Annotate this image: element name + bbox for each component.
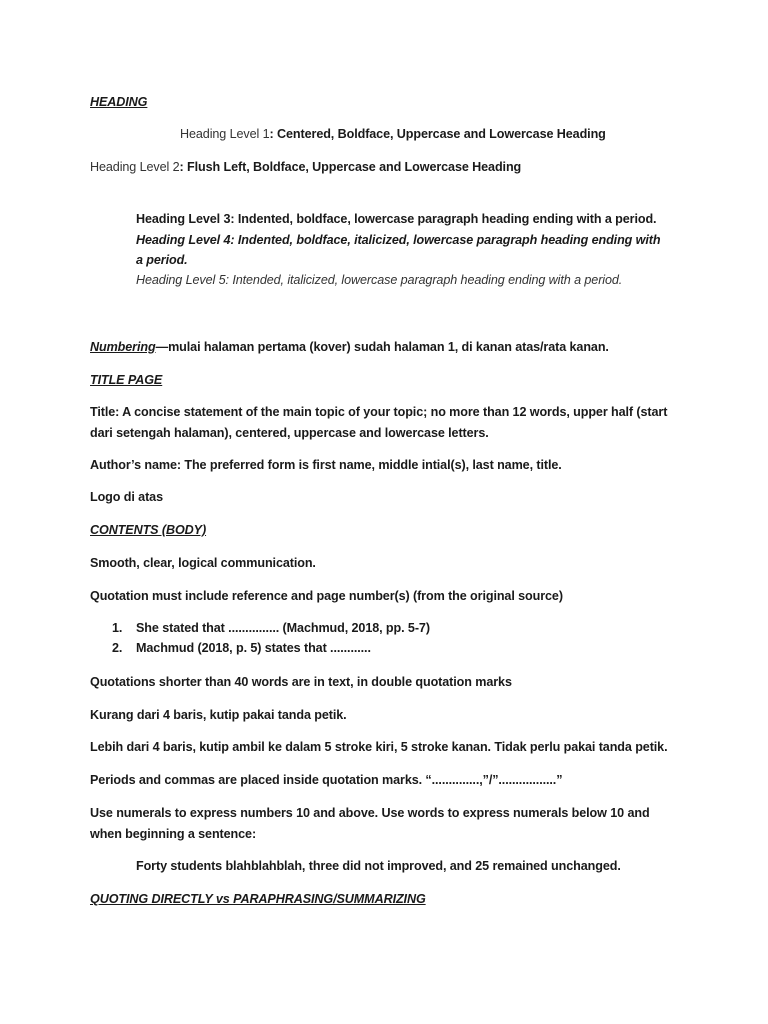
list-item-number: 1. — [112, 621, 123, 635]
logo-paragraph: Logo di atas — [90, 490, 163, 504]
numbering-label: Numbering — [90, 340, 156, 354]
contents-paragraph-2: Quotation must include reference and page number(s) (from the original source) — [90, 589, 563, 603]
heading-level-1-label: Heading Level 1 — [180, 127, 270, 141]
contents-heading: CONTENTS (BODY) — [90, 523, 207, 537]
list-item-text: Machmud (2018, p. 5) states that ............ — [136, 641, 371, 655]
heading-level-4: Heading Level 4: Indented, boldface, italicized, lowercase paragraph heading ending with a period. — [136, 233, 661, 267]
title-page-description: Title: A concise statement of the main topic of your topic; no more than 12 words, upper half (start dari setengah halaman), centered, uppercase and lowercase letters. — [90, 405, 668, 440]
title-page-heading: TITLE PAGE — [90, 373, 163, 387]
heading-level-2 — [90, 157, 521, 177]
numbering-text: —mulai halaman pertama (kover) sudah halaman 1, di kanan atas/rata kanan. — [155, 340, 609, 354]
contents-paragraph-4: Kurang dari 4 baris, kutip pakai tanda petik. — [90, 708, 347, 722]
contents-paragraph-7: Use numerals to express numbers 10 and above. Use words to express numerals below 10 and when beginning a sentence: — [90, 806, 650, 841]
heading-level-3: Heading Level 3: Indented, boldface, lowercase paragraph heading ending with a period. — [136, 212, 657, 226]
contents-paragraph-3: Quotations shorter than 40 words are in text, in double quotation marks — [90, 675, 512, 689]
heading-level-5: Heading Level 5: Intended, italicized, lowercase paragraph heading ending with a period. — [136, 273, 623, 287]
numbering-paragraph — [90, 337, 609, 357]
author-name-paragraph: Author’s name: The preferred form is first name, middle intial(s), last name, title. — [90, 458, 562, 472]
heading-level-1-text: : Centered, Boldface, Uppercase and Lowercase Heading — [269, 127, 606, 141]
quoting-heading: QUOTING DIRECTLY vs PARAPHRASING/SUMMARIZING — [90, 892, 426, 906]
heading-level-2-label: Heading Level 2 — [90, 160, 180, 174]
heading-level-2-text: : Flush Left, Boldface, Uppercase and Lowercase Heading — [179, 160, 522, 174]
list-item-text: She stated that ............... (Machmud, 2018, pp. 5-7) — [136, 621, 430, 635]
contents-paragraph-6: Periods and commas are placed inside quotation marks. “..............,”/”.................” — [90, 773, 563, 787]
contents-paragraph-5: Lebih dari 4 baris, kutip ambil ke dalam 5 stroke kiri, 5 stroke kanan. Tidak perlu pakai tanda petik. — [90, 740, 668, 754]
contents-paragraph-1: Smooth, clear, logical communication. — [90, 556, 316, 570]
heading-section-title: HEADING — [90, 95, 148, 109]
heading-level-1 — [180, 124, 606, 144]
contents-example: Forty students blahblahblah, three did not improved, and 25 remained unchanged. — [136, 859, 621, 873]
list-item-number: 2. — [112, 641, 123, 655]
